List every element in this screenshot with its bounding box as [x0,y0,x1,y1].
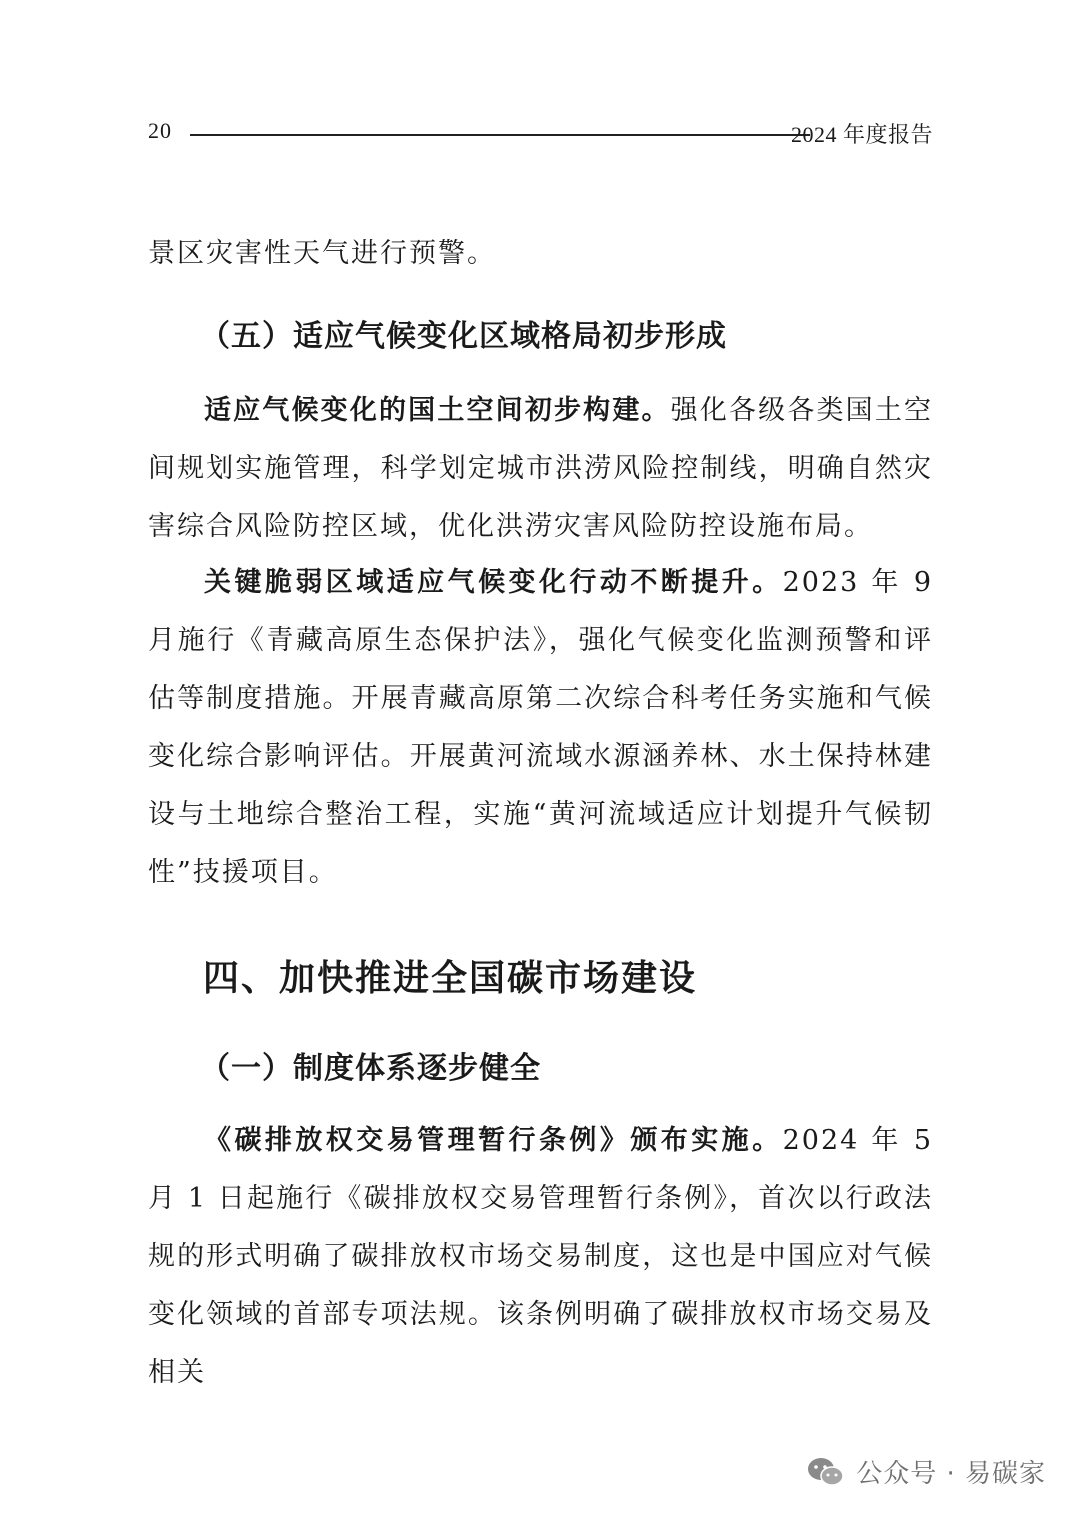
paragraph-intro: 景区灾害性天气进行预警。 [148,238,496,269]
paragraph-territorial-space [148,382,933,556]
paragraph-lead: 《碳排放权交易管理暂行条例》颁布实施。 [204,1125,783,1156]
subheading-one: （一）制度体系逐步健全 [200,1051,541,1086]
page-number: 20 [148,118,172,143]
paragraph-vulnerable-regions [148,554,933,902]
watermark [806,1453,1046,1490]
paragraph-carbon-regulation [148,1112,933,1402]
subheading-five: （五）适应气候变化区域格局初步形成 [200,319,727,354]
header-rule [190,134,810,136]
paragraph-body: 强化各级各类国土空间规划实施管理，科学划定城市洪涝风险控制线，明确自然灾害综合风险防控区域，优化洪涝灾害风险防控设施布局。 [148,395,934,542]
paragraph-lead: 适应气候变化的国土空间初步构建。 [204,395,671,426]
section-heading-four: 四、加快推进全国碳市场建设 [203,958,698,999]
paragraph-body: 2023 年 9 月施行《青藏高原生态保护法》，强化气候变化监测预警和评估等制度措施。开展青藏高原第二次综合科考任务实施和气候变化综合影响评估。开展黄河流域水源涵养林、水土保持林建设与土地综合整治工程，实施“黄河流域适应计划提升气候韧性”技援项目。 [148,567,934,888]
paragraph-body: 2024 年 5 月 1 日起施行《碳排放权交易管理暂行条例》，首次以行政法规的形式明确了碳排放权市场交易制度，这也是中国应对气候变化领域的首部专项法规。该条例明确了碳排放权市场交易及相关 [148,1125,934,1388]
paragraph-lead: 关键脆弱区域适应气候变化行动不断提升。 [204,567,783,598]
report-title: 2024 年度报告 [790,122,933,147]
wechat-icon [806,1456,846,1488]
page-header [148,112,933,156]
watermark-text: 公众号 · 易碳家 [856,1459,1046,1489]
